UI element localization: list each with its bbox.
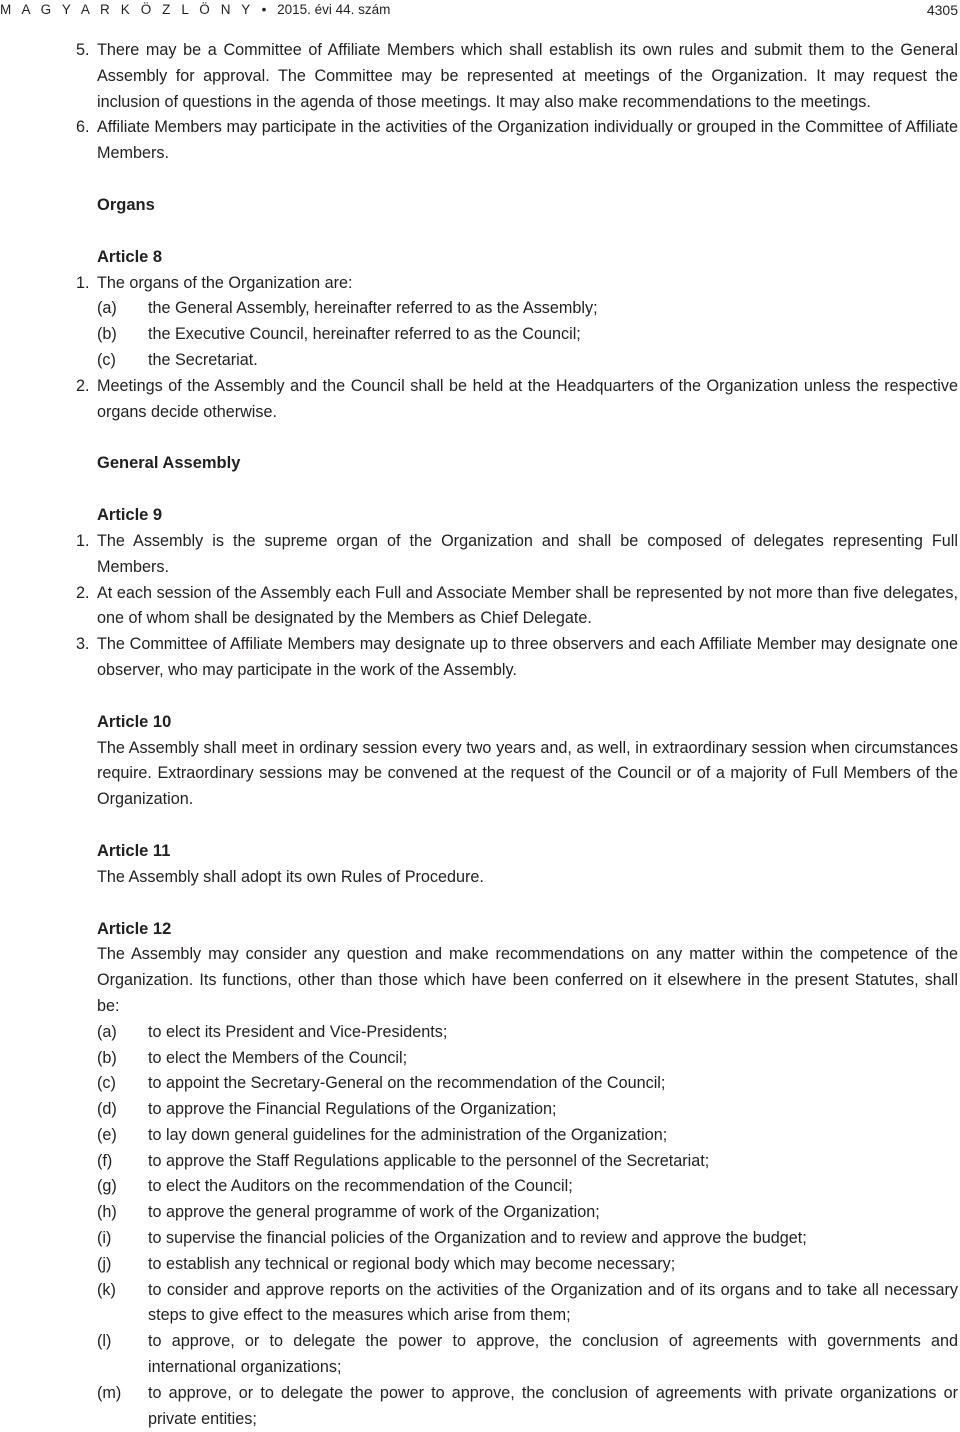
header-left (0, 2, 390, 17)
list-label: (b) (97, 325, 117, 344)
list-item (0, 1226, 960, 1252)
article-12-list (0, 1020, 960, 1432)
list-text: to approve, or to delegate the power to approve, the conclusion of agreements with governments and international organizations; (148, 1332, 958, 1377)
publication-name: M A G Y A R K Ö Z L Ö N Y (0, 2, 254, 17)
list-label: (b) (97, 1048, 117, 1067)
article-9-paragraph-1 (0, 529, 960, 581)
paragraph-text: The organs of the Organization are: (97, 273, 353, 292)
article-10-text: The Assembly shall meet in ordinary session every two years and, as well, in extraordinary session when circumstances require. Extraordinary sessions may be convened at the request of the Council or of a majority of Full Members of the Organization. (97, 738, 958, 809)
list-text: to elect its President and Vice-Presidents; (148, 1022, 448, 1041)
list-item (0, 1200, 960, 1226)
article-9-paragraph-2 (0, 581, 960, 633)
list-item (0, 296, 960, 322)
list-label: (c) (97, 1074, 116, 1093)
paragraph-number: 2. (76, 583, 90, 602)
list-label: (j) (97, 1254, 112, 1273)
list-text: to consider and approve reports on the activities of the Organization and of its organs and to take all necessary steps to give effect to the measures which arise from them; (148, 1280, 958, 1325)
list-label: (l) (97, 1332, 112, 1351)
list-label: (h) (97, 1203, 117, 1222)
paragraph-text: There may be a Committee of Affiliate Members which shall establish its own rules and submit them to the General Assembly for approval. The Committee may be represented at meetings of the Organization. It may request the inclusion of questions in the agenda of those meetings. It may also make recommendations to the meetings. (97, 41, 958, 111)
list-item (0, 1046, 960, 1072)
list-item (0, 1097, 960, 1123)
list-text: to elect the Members of the Council; (148, 1048, 408, 1067)
article-11-title: Article 11 (97, 841, 171, 860)
list-label: (f) (97, 1151, 113, 1170)
paragraph-number: 1. (76, 273, 90, 292)
list-item (0, 348, 960, 374)
article-12-title: Article 12 (97, 919, 172, 938)
paragraph-text: The Assembly is the supreme organ of the Organization and shall be composed of delegates representing Full Members. (97, 531, 958, 576)
list-label: (c) (97, 350, 116, 369)
list-text: to appoint the Secretary-General on the recommendation of the Council; (148, 1074, 666, 1093)
list-text: to approve the Staff Regulations applicable to the personnel of the Secretariat; (148, 1151, 710, 1170)
article-9-paragraph-3 (0, 632, 960, 684)
list-text: the Executive Council, hereinafter referred to as the Council; (148, 325, 581, 344)
section-title-general-assembly: General Assembly (97, 454, 241, 473)
article-12-text: The Assembly may consider any question and make recommendations on any matter within the competence of the Organization. Its functions, other than those which have been conferred on it elsewhere in the present Statutes, shall be: (97, 945, 958, 1015)
list-label: (i) (97, 1229, 112, 1248)
list-label: (d) (97, 1100, 117, 1119)
list-item (0, 1329, 960, 1381)
list-item (0, 1020, 960, 1046)
paragraph-number: 5. (76, 41, 90, 59)
paragraph-text: Meetings of the Assembly and the Council shall be held at the Headquarters of the Organization unless the respective organs decide otherwise. (97, 376, 958, 421)
list-label: (a) (97, 299, 117, 318)
paragraph-number: 1. (76, 531, 90, 550)
list-item (0, 1278, 960, 1330)
list-item (0, 1174, 960, 1200)
list-text: to approve, or to delegate the power to approve, the conclusion of agreements with private organizations or private entities; (148, 1383, 958, 1428)
section-title-organs: Organs (97, 195, 155, 214)
list-item (0, 1252, 960, 1278)
list-text: to approve the Financial Regulations of the Organization; (148, 1100, 557, 1119)
paragraph-number: 3. (76, 635, 90, 654)
article-8-paragraph-2 (0, 374, 960, 426)
list-text: to supervise the financial policies of the Organization and to review and approve the budget; (148, 1229, 807, 1248)
article-11-text: The Assembly shall adopt its own Rules of Procedure. (97, 867, 484, 886)
paragraph-text: Affiliate Members may participate in the activities of the Organization individually or grouped in the Committee of Affiliate Members. (97, 118, 958, 163)
list-label: (k) (97, 1280, 116, 1299)
list-label: (m) (97, 1383, 122, 1402)
paragraph-5 (0, 38, 960, 115)
list-item (0, 1071, 960, 1097)
list-text: the Secretariat. (148, 350, 258, 369)
list-item (0, 1123, 960, 1149)
list-text: to lay down general guidelines for the administration of the Organization; (148, 1125, 668, 1144)
list-text: to establish any technical or regional body which may become necessary; (148, 1254, 676, 1273)
list-label: (a) (97, 1022, 117, 1041)
paragraph-text: At each session of the Assembly each Full and Associate Member shall be represented by not more than five delegates, one of whom shall be designated by the Members as Chief Delegate. (97, 583, 958, 628)
paragraph-6 (0, 115, 960, 167)
issue-label: 2015. évi 44. szám (277, 2, 391, 17)
page-number: 4305 (926, 2, 958, 18)
document-body (0, 38, 960, 1432)
bullet-separator: • (261, 2, 267, 17)
list-label: (g) (97, 1177, 117, 1196)
list-text: the General Assembly, hereinafter referred to as the Assembly; (148, 299, 598, 318)
article-8-paragraph-1 (0, 271, 960, 297)
paragraph-number: 6. (76, 118, 90, 137)
list-text: to approve the general programme of work of the Organization; (148, 1203, 600, 1222)
article-8-title: Article 8 (97, 247, 163, 266)
article-9-title: Article 9 (97, 506, 163, 525)
list-item (0, 1149, 960, 1175)
list-item (0, 322, 960, 348)
list-text: to elect the Auditors on the recommendation of the Council; (148, 1177, 573, 1196)
article-10-title: Article 10 (97, 712, 172, 731)
list-label: (e) (97, 1125, 117, 1144)
list-item (0, 1381, 960, 1432)
running-header (0, 0, 960, 20)
paragraph-number: 2. (76, 376, 90, 395)
paragraph-text: The Committee of Affiliate Members may designate up to three observers and each Affiliate Member may designate one observer, who may participate in the work of the Assembly. (97, 635, 958, 679)
